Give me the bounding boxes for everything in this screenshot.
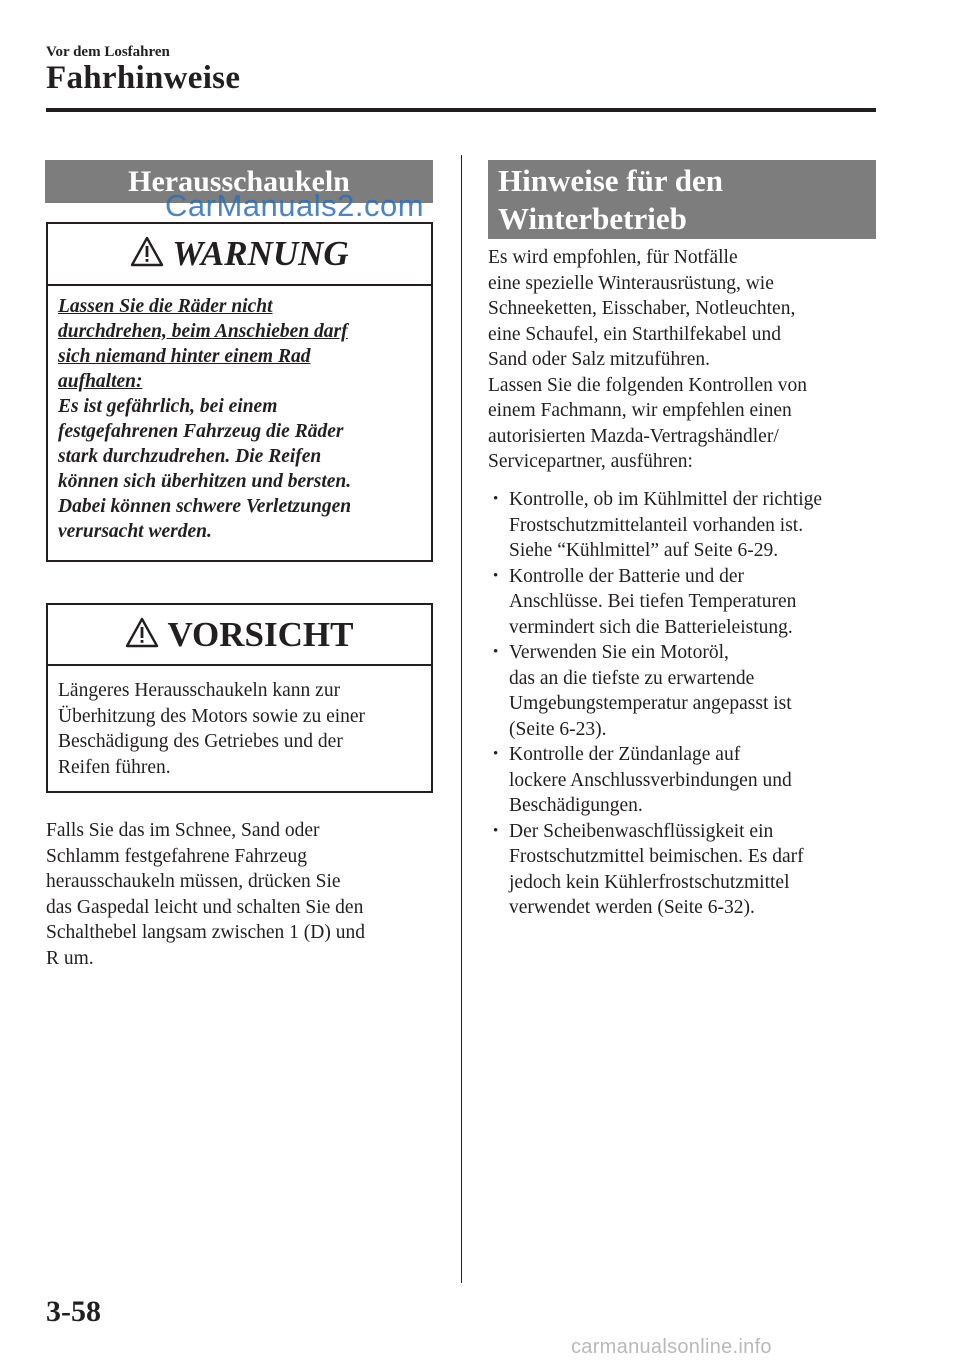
heading-line: Winterbetrieb: [498, 201, 687, 236]
warning-line: Es ist gefährlich, bei einem: [58, 396, 278, 417]
list-item-line: Frostschutzmittelanteil vorhanden ist.: [509, 514, 804, 536]
footer-link[interactable]: carmanualsonline.info: [571, 1336, 772, 1358]
list-item-line: • Der Scheibenwaschflüssigkeit ein: [509, 820, 774, 842]
warning-header: [48, 224, 431, 286]
list-item: [493, 487, 878, 564]
warning-line: können sich überhitzen und bersten.: [58, 471, 352, 492]
caution-line: Längeres Herausschaukeln kann zur: [58, 680, 341, 701]
watermark-logo: CarManuals2.com: [165, 188, 425, 223]
body-line: autorisierten Mazda-Vertragshändler/: [488, 425, 779, 447]
body-line: Schneeketten, Eisschaber, Notleuchten,: [488, 298, 796, 319]
warning-triangle-icon: [130, 236, 164, 272]
list-item-line: lockere Anschlussverbindungen und: [509, 769, 792, 791]
list-item: [493, 640, 878, 742]
warning-line: Lassen Sie die Räder nicht: [58, 296, 273, 317]
list-item-line: • Kontrolle der Zündanlage auf: [509, 744, 741, 765]
caution-line: Beschädigung des Getriebes und der: [58, 731, 343, 752]
heading-line: Hinweise für den: [498, 163, 724, 198]
warning-line: Dabei können schwere Verletzungen: [58, 496, 352, 517]
list-item-line: jedoch kein Kühlerfrostschutzmittel: [509, 871, 790, 893]
warning-line: festgefahrenen Fahrzeug die Räder: [58, 421, 344, 442]
list-item-line: vermindert sich die Batterieleistung.: [509, 616, 793, 638]
right-body-text: [488, 245, 878, 475]
list-item-line: • Verwenden Sie ein Motoröl,: [509, 642, 729, 663]
caution-title: VORSICHT: [167, 615, 354, 654]
list-item-line: Anschlüsse. Bei tiefen Temperaturen: [509, 591, 797, 612]
body-line: eine Schaufel, ein Starthilfekabel und: [488, 323, 781, 345]
list-item-line: (Seite 6-23).: [509, 718, 607, 740]
warning-text: [58, 294, 418, 544]
caution-line: Reifen führen.: [58, 756, 171, 778]
list-item-line: Frostschutzmittel beimischen. Es darf: [509, 846, 804, 867]
body-line: Schlamm festgefahrene Fahrzeug: [46, 845, 307, 867]
left-body-text: [46, 818, 436, 971]
list-item-line: • Kontrolle der Batterie und der: [509, 565, 744, 587]
warning-title: WARNUNG: [172, 234, 349, 273]
list-item: [493, 819, 878, 921]
body-line: das Gaspedal leicht und schalten Sie den: [46, 896, 364, 918]
header-rule: [46, 108, 876, 112]
warning-box: [46, 222, 433, 562]
body-line: Falls Sie das im Schnee, Sand oder: [46, 820, 320, 841]
section-title: Fahrhinweise: [46, 60, 241, 96]
body-line: Sand oder Salz mitzuführen.: [488, 349, 711, 370]
caution-line: Überhitzung des Motors sowie zu einer: [58, 705, 366, 727]
subsection-label: Vor dem Losfahren: [46, 44, 170, 60]
page-number: 3-58: [46, 1295, 101, 1328]
list-item-line: das an die tiefste zu erwartende: [509, 667, 755, 689]
body-line: Servicepartner, ausführen:: [488, 451, 693, 472]
list-item-line: Beschädigungen.: [509, 795, 643, 816]
caution-header: [48, 605, 431, 666]
warning-line: stark durchzudrehen. Die Reifen: [58, 446, 322, 467]
list-item: [493, 742, 878, 819]
body-line: herausschaukeln müssen, drücken Sie: [46, 871, 341, 892]
warning-triangle-icon: [125, 617, 159, 653]
heading-herausschaukeln: Herausschaukeln: [45, 160, 433, 203]
body-line: R um.: [46, 947, 94, 969]
list-item: [493, 564, 878, 641]
body-line: Lassen Sie die folgenden Kontrollen von: [488, 374, 807, 396]
list-item-line: Siehe “Kühlmittel” auf Seite 6-29.: [509, 540, 779, 561]
warning-line: durchdrehen, beim Anschieben darf: [58, 321, 348, 342]
list-item-line: • Kontrolle, ob im Kühlmittel der richtige: [509, 489, 823, 510]
body-line: eine spezielle Winterausrüstung, wie: [488, 272, 774, 294]
body-line: Schalthebel langsam zwischen 1 (D) und: [46, 922, 365, 943]
heading-winterbetrieb: [488, 160, 876, 239]
list-item-line: verwendet werden (Seite 6-32).: [509, 897, 755, 918]
warning-line: aufhalten:: [58, 371, 143, 392]
column-divider: [461, 155, 462, 1283]
body-line: Es wird empfohlen, für Notfälle: [488, 247, 738, 268]
warning-line: verursacht werden.: [58, 521, 212, 542]
caution-text: [58, 678, 428, 780]
list-item-line: Umgebungstemperatur angepasst ist: [509, 693, 792, 714]
body-line: einem Fachmann, wir empfehlen einen: [488, 400, 792, 421]
warning-line: sich niemand hinter einem Rad: [58, 346, 311, 367]
winter-checklist: [493, 487, 878, 921]
